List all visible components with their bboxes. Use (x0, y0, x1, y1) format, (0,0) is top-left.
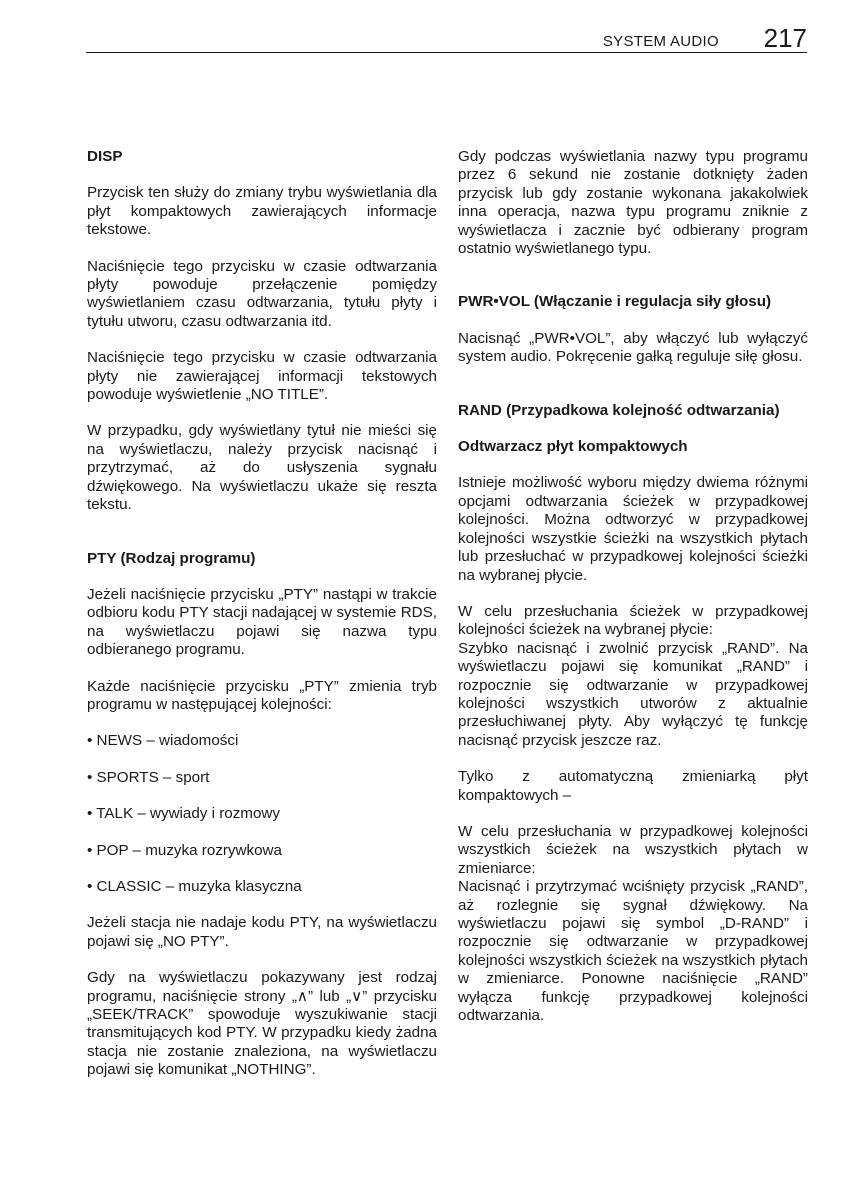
rand-paragraph-2-intro: W celu przesłuchania ścieżek w przypadkowej kolejności ścieżek na wybranej płycie: (458, 602, 808, 639)
pty-paragraph-2: Każde naciśnięcie przycisku „PTY” zmienia tryb programu w następującej kolejności: (87, 677, 437, 713)
pty-list-item: • SPORTS – sport (87, 768, 210, 786)
page-header (86, 24, 807, 53)
pty-heading: PTY (Rodzaj programu) (87, 549, 256, 567)
pty-list-item: • TALK – wywiady i rozmowy (87, 805, 280, 823)
disp-paragraph-2: Naciśnięcie tego przycisku w czasie odtwarzania płyty powoduje przełączenie pomiędzy wyświetlaniem czasu odtwarzania, tytułu płyty i tytułu utworu, czasu odtwarzania itd. (87, 257, 437, 330)
page-number: 217 (763, 23, 807, 53)
disp-paragraph-1: Przycisk ten służy do zmiany trybu wyświetlania dla płyt kompaktowych zawierających informacje tekstowe. (87, 184, 437, 239)
rand-paragraph-4-intro: W celu przesłuchania w przypadkowej kolejności wszystkich ścieżek na wszystkich płytach w zmieniarce: (458, 822, 808, 877)
pwr-vol-heading: PWR•VOL (Włączanie i regulacja siły głosu) (458, 293, 772, 311)
section-title: SYSTEM AUDIO (602, 33, 719, 50)
pwr-vol-paragraph: Nacisnąć „PWR•VOL”, aby włączyć lub wyłączyć system audio. Pokręcenie gałką reguluje siłę głosu. (458, 329, 808, 366)
rand-paragraph-3: Tylko z automatyczną zmieniarką płyt kompaktowych – (458, 768, 808, 804)
disp-paragraph-4: W przypadku, gdy wyświetlany tytuł nie mieści się na wyświetlaczu, należy przycisk nacisnąć i przytrzymać, aż do usłyszenia sygnału dźwiękowego. Na wyświetlaczu ukaże się reszta tekstu. (87, 422, 437, 514)
pty-list-item: • CLASSIC – muzyka klasyczna (87, 877, 302, 895)
left-column (87, 148, 437, 1080)
rand-heading: RAND (Przypadkowa kolejność odtwarzania) (458, 401, 780, 419)
rand-subheading: Odtwarzacz płyt kompaktowych (458, 438, 688, 456)
pty-paragraph-3: Jeżeli stacja nie nadaje kodu PTY, na wyświetlaczu pojawi się „NO PTY”. (87, 914, 437, 950)
pty-paragraph-4: Gdy na wyświetlaczu pokazywany jest rodzaj programu, naciśnięcie strony „∧” lub „∨” przycisku „SEEK/TRACK” spowoduje wyszukiwanie stacji transmitujących kod PTY. W przypadku kiedy żadna stacja nie zostanie znaleziona, na wyświetlaczu pojawi się komunikat „NOTHING”. (87, 969, 437, 1079)
right-column (458, 148, 808, 1025)
rand-paragraph-2-body: Szybko nacisnąć i zwolnić przycisk „RAND”. Na wyświetlaczu pojawi się komunikat „RAND” i rozpocznie się odtwarzanie w przypadkowej kolejności wszystkich utworów z aktualnie przesłuchiwanej płyty. Aby wyłączyć tę funkcję nacisnąć przycisk jeszcze raz. (458, 639, 808, 749)
pty-continuation: Gdy podczas wyświetlania nazwy typu programu przez 6 sekund nie zostanie dotknięty żaden przycisk lub gdy zostanie wykonana jakakolwiek inna operacja, nazwa typu programu zniknie z wyświetlacza i zacznie być odbierany program ostatnio wyświetlanego typu. (458, 148, 808, 258)
pty-paragraph-1: Jeżeli naciśnięcie przycisku „PTY” nastąpi w trakcie odbioru kodu PTY stacji nadającej w systemie RDS, na wyświetlaczu pojawi się nazwa typu odbieranego programu. (87, 585, 437, 659)
disp-heading: DISP (87, 148, 123, 165)
disp-paragraph-3: Naciśnięcie tego przycisku w czasie odtwarzania płyty nie zawierającej informacji tekstowych powoduje wyświetlenie „NO TITLE”. (87, 349, 437, 404)
pty-list-item: • POP – muzyka rozrywkowa (87, 841, 282, 859)
rand-paragraph-4-body: Nacisnąć i przytrzymać wciśnięty przycisk „RAND”, aż rozlegnie się sygnał dźwiękowy. Na wyświetlaczu pojawi się symbol „D-RAND” i rozpocznie się odtwarzanie w przypadkowej kolejności wszystkich ścieżek na wszystkich płytach w zmieniarce. Ponowne naciśnięcie „RAND” wyłącza funkcję przypadkowej kolejności odtwarzania. (458, 878, 808, 1025)
rand-paragraph-1: Istnieje możliwość wyboru między dwiema różnymi opcjami odtwarzania ścieżek w przypadkowej kolejności. Można odtworzyć w przypadkowej kolejności wszystkie ścieżki na wszystkich płytach lub przesłuchać w przypadkowej kolejności ścieżki na wybranej płycie. (458, 474, 808, 584)
pty-list-item: • NEWS – wiadomości (87, 732, 239, 750)
